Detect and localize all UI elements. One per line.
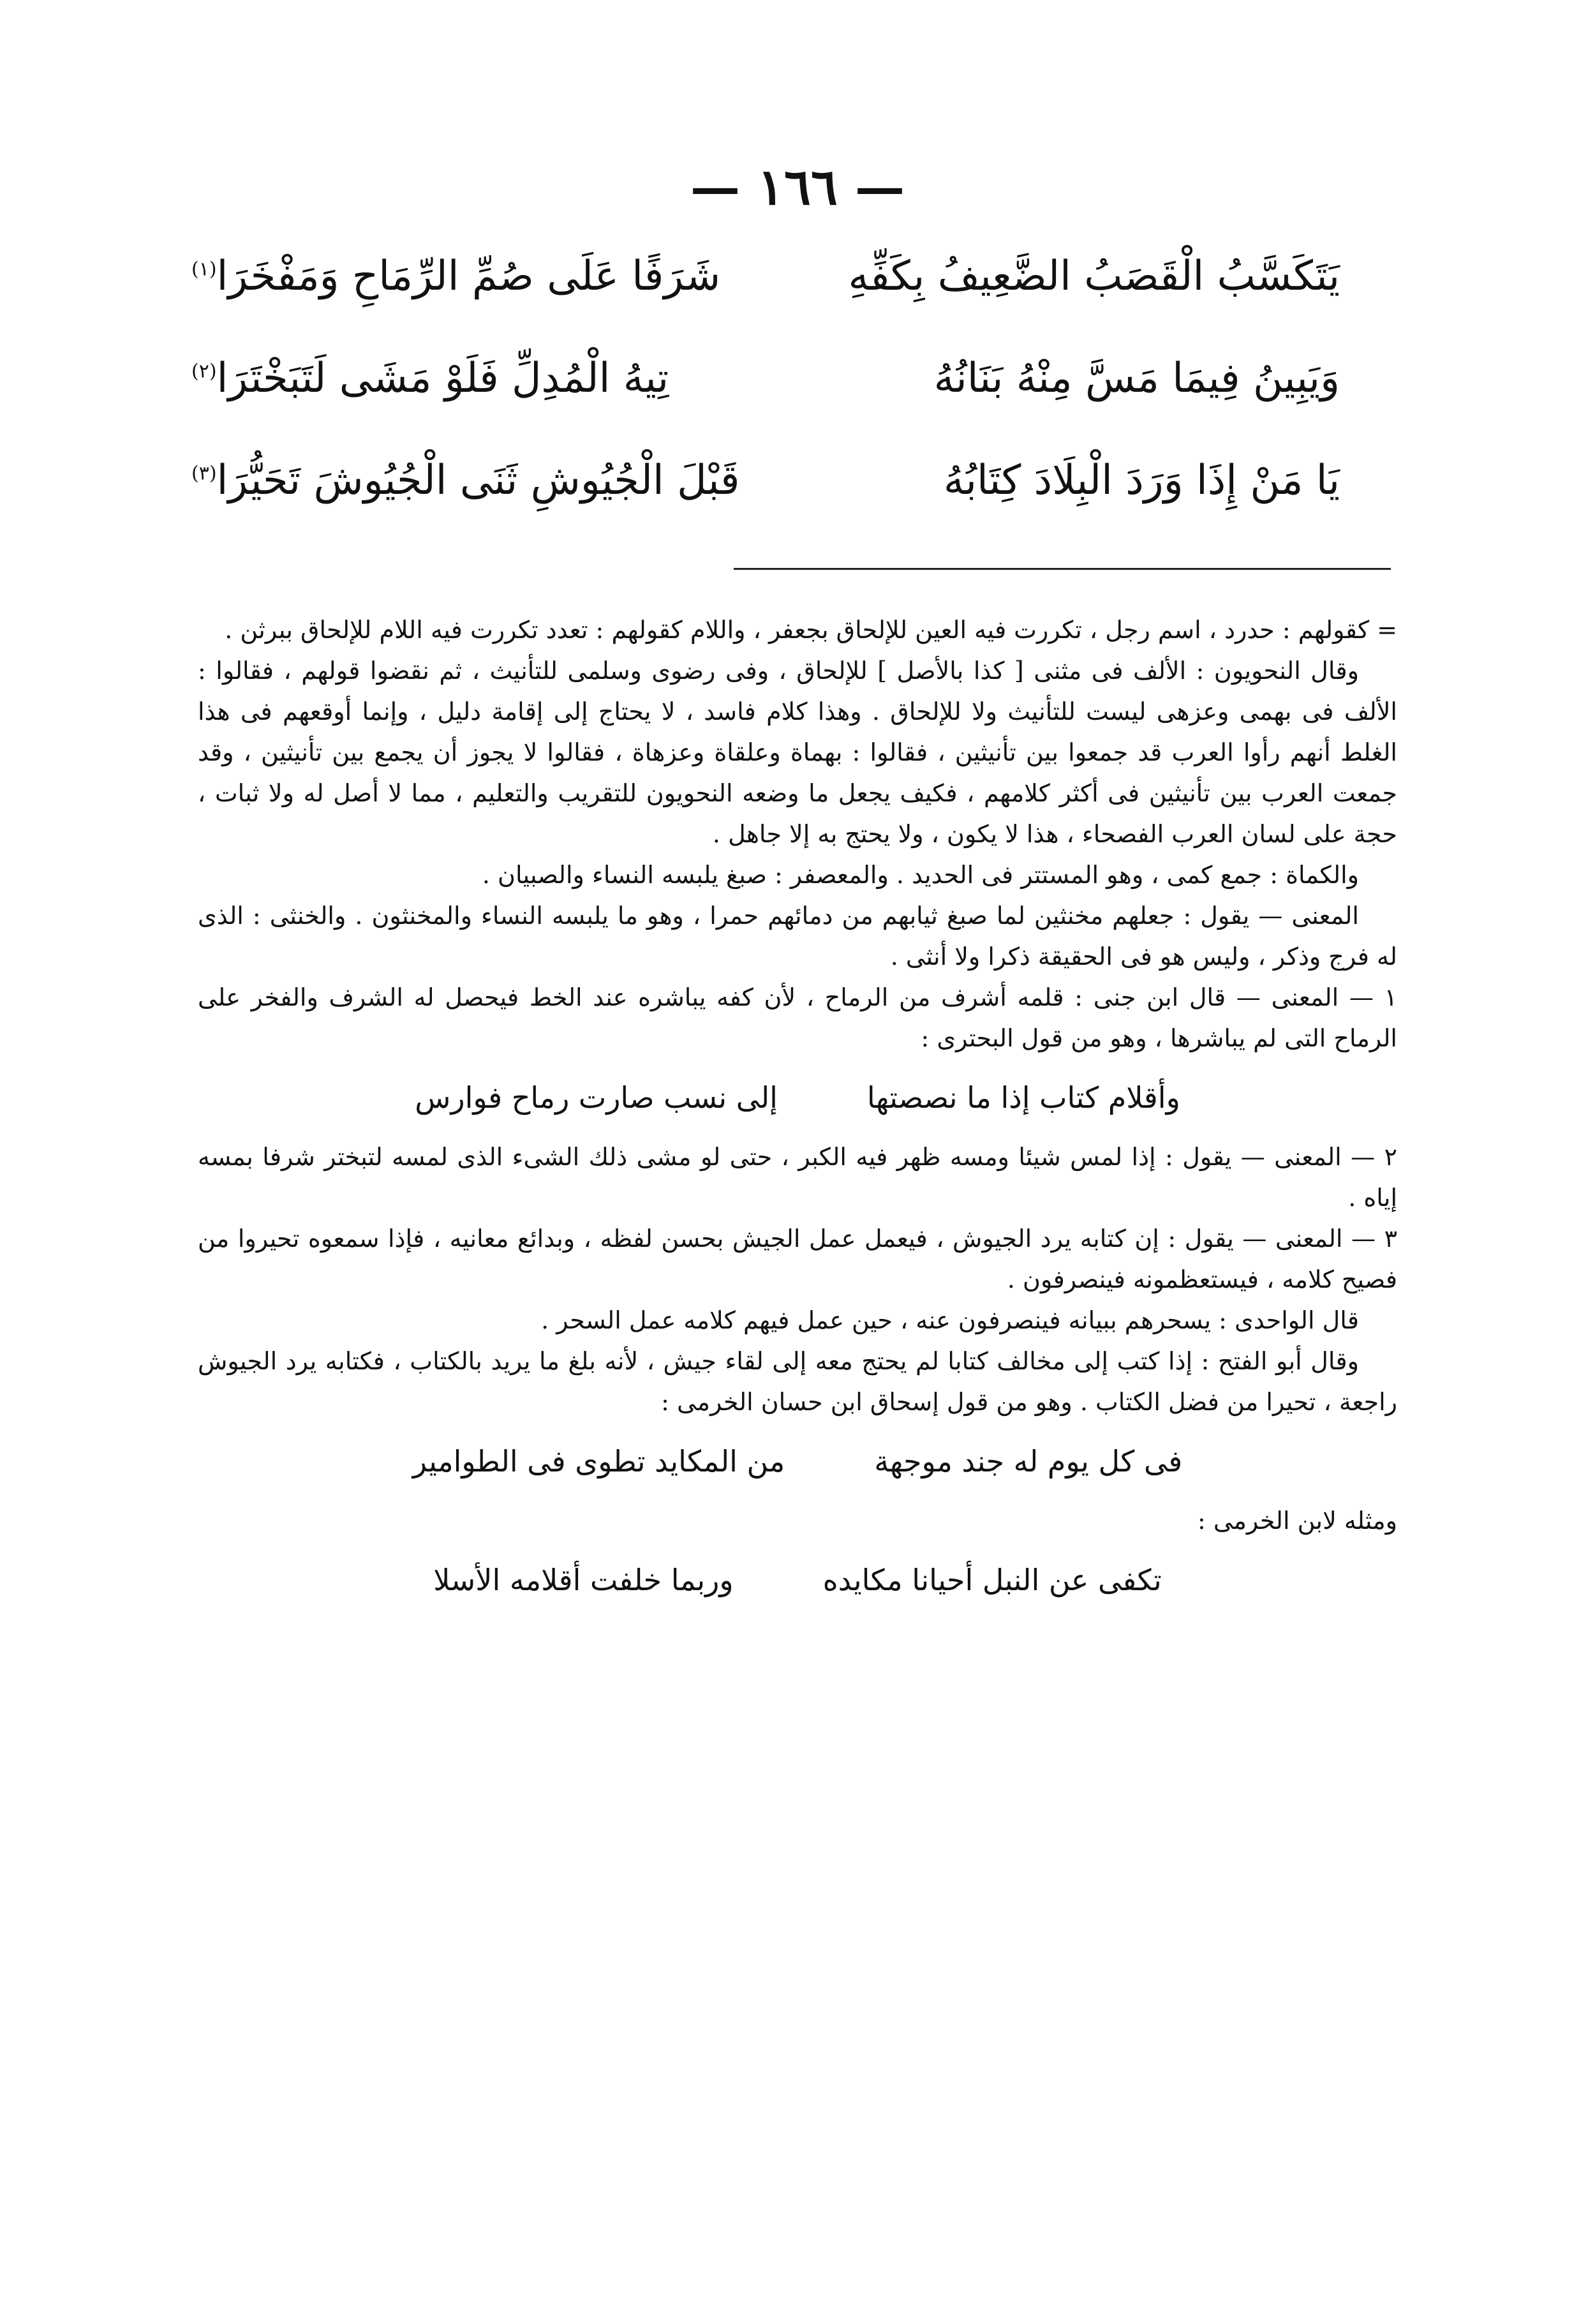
verse-second-hemistich: تِيهُ الْمُدِلِّ فَلَوْ مَشَى لَتَبَخْتَرَا$^{(٢)}$ [191, 355, 669, 402]
commentary-paragraph: وقال النحويون : الألف فى مثنى [ كذا بالأصل ] للإلحاق ، وفى رضوى وسلمى للتأنيث ، ثم نقضوا قولهم ، فقالوا : الألف فى بهمى وعزهى ليست للتأنيث ولا للإلحاق . وهذا كلام فاسد ، لا يحتاج إلى إقامة دليل ، وإنما أوقعهم فى هذا الغلط أنهم رأوا العرب قد جمعوا بين تأنيثين ، فقالوا : بهماة وعلقاة وعزهاة ، فقالوا لا يجوز أن يجمع بين تأنيثين ، وقد جمعت العرب بين تأنيثين فى أكثر كلامهم ، فكيف يجعل ما وضعه النحويون للتقريب والتعليم ، مما لا أصل له ولا ثبات ، حجة على لسان العرب الفصحاء ، هذا لا يكون ، ولا يحتج به إلا جاهل . [198, 657, 1397, 848]
quoted-verse [198, 1550, 1397, 1610]
quoted-verse-first: وأقلام كتاب إذا ما نصصتها [866, 1080, 1180, 1115]
commentary-paragraph: = كقولهم : حدرد ، اسم رجل ، تكررت فيه العين للإلحاق بجعفر ، واللام كقولهم : تعدد تكررت فيه اللام للإلحاق ببرثن . [225, 616, 1397, 644]
quoted-verse-second: وربما خلفت أقلامه الأسلا [433, 1563, 734, 1597]
footnote-2: ٢ — المعنى — يقول : إذا لمس شيئا ومسه ظهر فيه الكبر ، حتى لو مشى ذلك الشىء الذى لمسه لتبختر شرفا بمسه إياه . [198, 1143, 1397, 1212]
commentary-paragraph: ومثله لابن الخرمى : [1198, 1507, 1397, 1535]
verse-second-hemistich: قَبْلَ الْجُيُوشِ ثَنَى الْجُيُوشَ تَحَيُّرَا$^{(٣)}$ [191, 457, 740, 504]
verse-first-hemistich: يَتَكَسَّبُ الْقَصَبُ الضَّعِيفُ بِكَفِّهِ [848, 253, 1340, 300]
verse-line [191, 354, 1340, 403]
commentary-paragraph: المعنى — يقول : جعلهم مخنثين لما صبغ ثيابهم من دمائهم حمرا ، وهو ما يلبسه النساء والمخنثون . والخنثى : الذى له فرج وذكر ، وليس هو فى الحقيقة ذكرا ولا أنثى . [198, 902, 1397, 971]
verse-second-hemistich: شَرَفًا عَلَى صُمِّ الرِّمَاحِ وَمَفْخَرَا$^{(١)}$ [191, 253, 721, 300]
quoted-verse [198, 1068, 1397, 1128]
verse-line [191, 252, 1340, 301]
verse-first-hemistich: يَا مَنْ إِذَا وَرَدَ الْبِلَادَ كِتَابُهُ [943, 457, 1340, 504]
quoted-verse-first: تكفى عن النبل أحيانا مكايده [822, 1563, 1162, 1597]
page-number-text: — ١٦٦ — [690, 158, 905, 216]
commentary-paragraph: قال الواحدى : يسحرهم ببيانه فينصرفون عنه ، حين عمل فيهم كلامه عمل السحر . [541, 1306, 1359, 1334]
quoted-verse-second: إلى نسب صارت رماح فوارس [415, 1080, 778, 1115]
footnote-divider [734, 568, 1391, 570]
footnote-1: ١ — المعنى — قال ابن جنى : قلمه أشرف من الرماح ، لأن كفه يباشره عند الخط فيحصل له الشرف والفخر على الرماح التى لم يباشرها ، وهو من قول البحترى : [198, 983, 1397, 1052]
quoted-verse-second: من المكايد تطوى فى الطوامير [412, 1444, 785, 1479]
commentary-paragraph: وقال أبو الفتح : إذا كتب إلى مخالف كتابا لم يحتج معه إلى لقاء جيش ، لأنه بلغ ما يريد بالكتاب ، فكتابه يرد الجيوش راجعة ، تحيرا من فضل الكتاب . وهو من قول إسحاق ابن حسان الخرمى : [198, 1347, 1397, 1416]
verse-first-hemistich: وَيَبِينُ فِيمَا مَسَّ مِنْهُ بَنَانُهُ [933, 355, 1340, 402]
footnotes-commentary [198, 609, 1397, 1619]
footnote-marker: (٣) [191, 462, 217, 485]
quoted-verse [198, 1431, 1397, 1491]
footnote-marker: (١) [191, 258, 217, 281]
verse-line [191, 456, 1340, 505]
footnote-marker: (٢) [191, 360, 217, 383]
page-number [0, 158, 1595, 216]
quoted-verse-first: فى كل يوم له جند موجهة [874, 1444, 1183, 1479]
footnote-3: ٣ — المعنى — يقول : إن كتابه يرد الجيوش ، فيعمل عمل الجيش بحسن لفظه ، وبدائع معانيه ، فإذا سمعوه تحيروا من فصيح كلامه ، فيستعظمونه فينصرفون . [198, 1225, 1397, 1293]
commentary-paragraph: والكماة : جمع كمى ، وهو المستتر فى الحديد . والمعصفر : صبغ يلبسه النساء والصبيان . [482, 861, 1359, 889]
